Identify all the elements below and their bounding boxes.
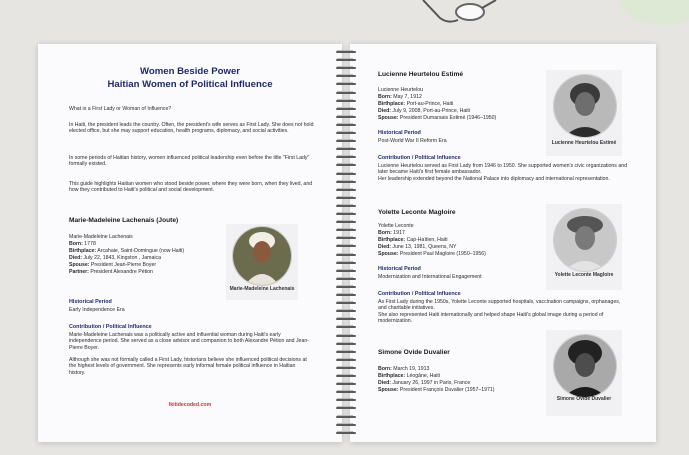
left-page — [38, 44, 342, 442]
historical-period-label: Historical Period — [69, 299, 112, 305]
profile-3-spouse: Spouse: President François Duvalier (1957–1971) — [378, 387, 495, 393]
profile-2-spouse: Spouse: President Paul Magloire (1950–1956) — [378, 251, 486, 257]
spiral-coil — [334, 253, 358, 257]
profile-2-period-label: Historical Period — [378, 266, 421, 272]
spiral-coil — [334, 325, 358, 329]
spiral-coil — [334, 350, 358, 354]
spiral-coil — [334, 309, 358, 313]
spiral-coil — [334, 277, 358, 281]
page-subtitle: Haitian Women of Political Influence — [107, 79, 273, 90]
contribution-label: Contribution / Political Influence — [69, 324, 152, 330]
portrait-duvalier — [553, 334, 617, 398]
profile-partner: Partner: President Alexandre Pétion — [69, 269, 153, 275]
spiral-coil — [334, 366, 358, 370]
spiral-coil — [334, 204, 358, 208]
spiral-coil — [334, 107, 358, 111]
website-link[interactable]: lkitidecoded.com — [168, 402, 212, 408]
profile-2-contrib-label: Contribution / Political Influence — [378, 291, 461, 297]
spiral-coil — [334, 398, 358, 402]
profile-3-died: Died: January 26, 1997 in Paris, France — [378, 380, 471, 386]
spiral-coil — [334, 334, 358, 338]
intro-paragraph-2: In some periods of Haitian history, women influenced political leadership even before the title "First Lady" formally existed. — [69, 155, 310, 168]
portrait-estime — [553, 74, 617, 138]
profile-2-birthplace: Birthplace: Cap-Haïtien, Haiti — [378, 237, 448, 243]
profile-1-born: Born: May 7, 1912 — [378, 94, 422, 100]
profile-2-died: Died: June 13, 1981, Queens, NY — [378, 244, 457, 250]
intro-question: What is a First Lady or Woman of Influence? — [69, 106, 172, 112]
right-page — [350, 44, 656, 442]
profile-name: Marie-Madeleine Lachenais — [69, 234, 133, 240]
historical-period: Early Independence Era — [69, 307, 125, 313]
profile-3-born: Born: March 19, 1913 — [378, 366, 430, 372]
spiral-coil — [334, 406, 358, 410]
profile-heading: Marie-Madeleine Lachenais (Joute) — [69, 217, 179, 224]
page-title: Women Beside Power — [139, 66, 241, 77]
spiral-coil — [334, 342, 358, 346]
profile-1-name: Lucienne Heurtelou — [378, 87, 423, 93]
spiral-coil — [334, 285, 358, 289]
spiral-coil — [334, 228, 358, 232]
profile-2-contrib-2: She also represented Haiti internationally and helped shape Haiti's global image during a period of modernization. — [378, 312, 604, 325]
portrait-caption: Marie-Madeleine Lachenais — [229, 286, 295, 292]
spiral-coil — [334, 58, 358, 62]
spiral-coil — [334, 212, 358, 216]
spiral-coil — [334, 293, 358, 297]
open-notebook — [38, 44, 656, 442]
profile-3-birthplace: Birthplace: Léogâne, Haiti — [378, 373, 441, 379]
portrait-lachenais — [232, 226, 292, 286]
spiral-coil — [334, 180, 358, 184]
profile-2-heading: Yolette Leconte Magloire — [378, 209, 456, 216]
portrait-caption-2: Yolette Leconte Magloire — [554, 272, 614, 278]
spiral-coil — [334, 131, 358, 135]
profile-1-period: Post-World War II Reform Era — [378, 138, 447, 144]
profile-1-birthplace: Birthplace: Port-au-Prince, Haiti — [378, 101, 454, 107]
intro-paragraph-3: This guide highlights Haitian women who stood beside power, where they were born, when they lived, and how they contributed to Haiti's political and social development. — [69, 181, 313, 194]
spiral-coil — [334, 155, 358, 159]
spiral-coil — [334, 244, 358, 248]
profile-born: Born: 1778 — [69, 241, 96, 247]
spiral-coil — [334, 147, 358, 151]
spiral-coil — [334, 269, 358, 273]
spiral-coil — [334, 423, 358, 427]
spiral-coil — [334, 139, 358, 143]
spiral-coil — [334, 236, 358, 240]
profile-1-contrib-1: Lucienne Heurtelou served as First Lady from 1946 to 1950. She supported women's civic organizations and later became Haiti's first female ambassador. — [378, 163, 627, 176]
spiral-coil — [334, 82, 358, 86]
spiral-binding-icon — [334, 50, 358, 440]
spiral-coil — [334, 317, 358, 321]
profile-2-born: Born: 1917 — [378, 230, 405, 236]
portrait-magloire — [553, 208, 617, 272]
profile-1-period-label: Historical Period — [378, 130, 421, 136]
profile-birthplace: Birthplace: Arcahaie, Saint-Domingue (now Haiti) — [69, 248, 185, 254]
profile-2-contrib-1: As First Lady during the 1950s, Yolette Leconte supported hospitals, vaccination campaigns, orphanages, and charitable initiatives. — [378, 299, 621, 312]
portrait-caption-1: Lucienne Heurtelou Estimé — [551, 140, 617, 146]
profile-1-heading: Lucienne Heurtelou Estimé — [378, 71, 464, 78]
profile-3-heading: Simone Ovide Duvalier — [378, 349, 450, 356]
spiral-coil — [334, 301, 358, 305]
profile-2-name: Yolette Leconte — [378, 223, 414, 229]
spiral-coil — [334, 374, 358, 378]
profile-1-contrib-2: Her leadership extended beyond the National Palace into diplomacy and international representation. — [378, 176, 610, 182]
spiral-coil — [334, 261, 358, 265]
profile-2-period: Modernization and International Engagement — [378, 274, 482, 280]
spiral-coil — [334, 220, 358, 224]
spiral-coil — [334, 50, 358, 54]
spiral-coil — [334, 431, 358, 435]
spiral-coil — [334, 74, 358, 78]
profile-spouse: Spouse: President Jean-Pierre Boyer — [69, 262, 157, 268]
contribution-paragraph-2: Although she was not formally called a First Lady, historians believe she influenced political decisions at the highest levels of government. She represents early informal female political influence in Haitian history. — [69, 357, 307, 376]
profile-died: Died: July 22, 1843, Kingston , Jamaica — [69, 255, 161, 261]
spiral-coil — [334, 382, 358, 386]
spiral-coil — [334, 123, 358, 127]
background-cup — [619, 0, 689, 25]
spiral-coil — [334, 188, 358, 192]
spiral-coil — [334, 115, 358, 119]
glasses-icon — [418, 0, 498, 26]
spiral-coil — [334, 163, 358, 167]
spiral-coil — [334, 390, 358, 394]
spiral-coil — [334, 66, 358, 70]
spiral-coil — [334, 91, 358, 95]
profile-1-spouse: Spouse: President Dumarsais Estimé (1946–1950) — [378, 115, 497, 121]
profile-1-died: Died: July 9, 2008, Port-au-Prince, Haiti — [378, 108, 470, 114]
profile-1-contrib-label: Contribution / Political Influence — [378, 155, 461, 161]
spiral-coil — [334, 172, 358, 176]
spiral-coil — [334, 99, 358, 103]
contribution-paragraph-1: Marie-Madeleine Lachenais was a politically active and influential woman during Haiti's early independence period. She served as a close advisor and companion to both Alexandre Pétion and Jean-Pierre Boyer. — [69, 332, 309, 351]
intro-paragraph-1: In Haiti, the president leads the country. Often, the president's wife serves as First Lady. She does not hold elected office, but she may support education, health programs, diplomacy, and social activities. — [69, 122, 314, 135]
spiral-coil — [334, 358, 358, 362]
portrait-caption-3: Simone Ovide Duvalier — [556, 396, 612, 402]
spiral-coil — [334, 415, 358, 419]
spiral-coil — [334, 196, 358, 200]
